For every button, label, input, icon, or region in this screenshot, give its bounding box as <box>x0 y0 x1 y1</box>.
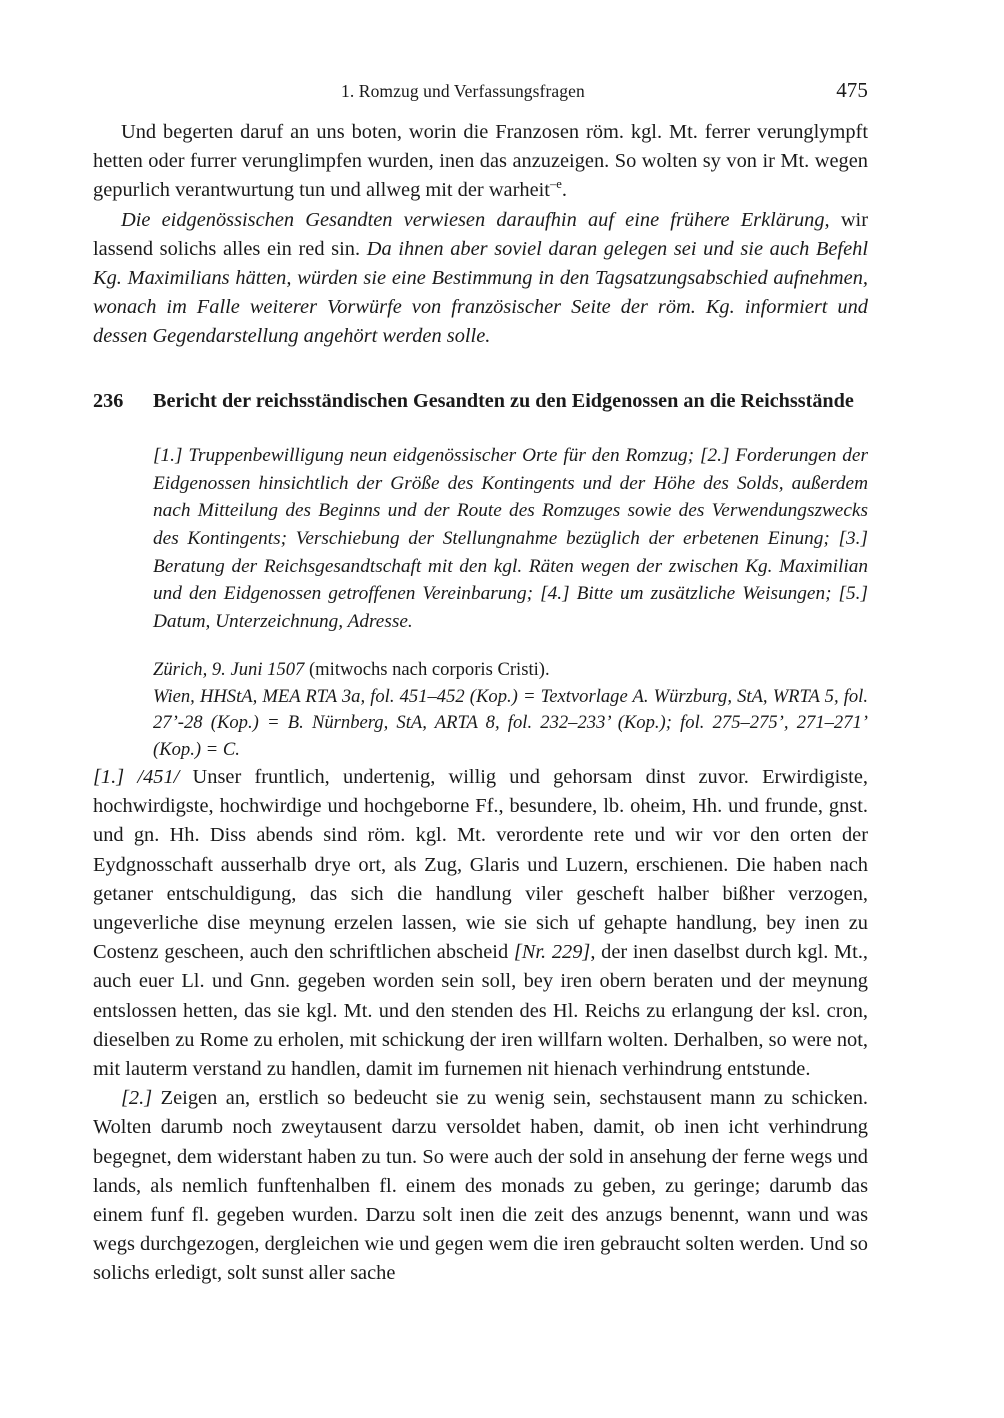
section-1-text-b: , der inen daselbst durch kgl. Mt., auch euer Ll. und Gnn. gegeben worden sein soll, bey iren obern beraten und der meynung entslossen hetten, das sie kgl. Mt. und den stenden des Hl. Reichs zu erlangung der ksl. cron, dieselben zu Rome zu erholen, mit schickung der iren willfarn wolten. Derhalben, so were not, mit lauterm verstand zu handlen, damit im furnemen nit hienach verhindrung entstunde. <box>93 941 869 1080</box>
running-header-title: 1. Romzug und Verfassungsfragen <box>341 81 585 101</box>
apparatus-sources: Wien, HHStA, MEA RTA 3a, fol. 451–452 (Kop.) = Textvorlage A. Würzburg, StA, WRTA 5, fol. 27’-28 (Kop.) = B. Nürnberg, StA, ARTA 8, fol. 232–233’ (Kop.); fol. 275–275’, 271–271’ (Kop.) = C. <box>153 685 868 760</box>
paragraph-text: Und begerten daruf an uns boten, worin die Franzosen röm. kgl. Mt. ferrer verunglympft hetten oder furrer verunglimpfen wurden, inen das anzuzeigen. So wolten sy von ir Mt. wegen gepurlich verantwurtung tun und allweg mit der warheit <box>93 121 868 202</box>
source-quote-roman: wir lassend solichs alles ein red sin. <box>93 208 869 260</box>
running-header <box>93 78 868 103</box>
narrative-italic-second: Da ihnen aber soviel daran gelegen sei und sie auch Befehl Kg. Maximilians hätten, würden sie eine Bestimmung in den Tagsatzungsabschied aufnehmen, wonach im Falle weiterer Vorwürfe von französischer Seite der röm. Kg. informiert und dessen Gegendarstellung angehört werden solle. <box>93 237 868 348</box>
cross-reference-nr-229: [Nr. 229] <box>513 941 591 964</box>
footnote-marker-e: –e <box>549 177 562 192</box>
narrative-italic-first: Die eidgenössischen Gesandten verwiesen daraufhin auf eine frühere Erklärung, <box>121 208 830 231</box>
page-number: 475 <box>836 78 868 102</box>
paragraph-terminator: . <box>561 179 567 202</box>
apparatus-date-line <box>153 657 868 683</box>
document-number: 236 <box>93 389 124 412</box>
paragraph-section-1 <box>93 763 868 1084</box>
section-marker-1: [1.] <box>93 765 125 788</box>
apparatus-date-place: Zürich, 9. Juni 1507 <box>153 659 305 681</box>
paragraph-section-2 <box>93 1084 868 1288</box>
section-1-text-a: Unser fruntlich, undertenig, willig und gehorsam dinst zuvor. Erwirdigiste, hochwirdigste, hochwirdige und hochgeborne Ff., besundere, lb. oheim, Hh. und frunde, gnst. und gn. Hh. Diss abends sind röm. kgl. Mt. verordente rete und wir vor den orten der Eydgnosschaft ausserhalb drye ort, als Zug, Glaris und Luzern, erschienen. Die haben nach getaner entschuldigung, das sich die handlung viler gescheft halber bißher verzogen, ungeverliche dise meynung erzelen lassen, wie sie sich uf gehapte handlung, bey inen zu Costenz gescheen, auch den schriftlichen abscheid <box>93 765 868 964</box>
paragraph-regest-narrative <box>93 206 868 352</box>
document-title: Bericht der reichsständischen Gesandten zu den Eidgenossen an die Reichsstände <box>153 389 854 412</box>
document-apparatus <box>153 657 868 763</box>
folio-marker-text: /451/ <box>137 765 180 788</box>
document-heading <box>93 387 868 417</box>
folio-marker-451 <box>124 766 179 788</box>
section-marker-2: [2.] <box>121 1087 153 1110</box>
paragraph-continuation <box>93 118 868 206</box>
document-regest: [1.] Truppenbewilligung neun eidgenössischer Orte für den Romzug; [2.] Forderungen der Eidgenossen hinsichtlich der Größe des Kontingents und der Höhe des Solds, außerdem nach Mitteilung des Beginns und der Route des Romzuges sowie des Verwendungszwecks des Kontingents; Verschiebung der Stellungnahme bezüglich der erbetenen Einung; [3.] Beratung der Reichsgesandtschaft mit den kgl. Räten wegen der zwischen Kg. Maximilian und den Eidgenossen getroffenen Vereinbarung; [4.] Bitte um zusätzliche Weisungen; [5.] Datum, Unterzeichnung, Adresse. <box>153 445 868 632</box>
text-column <box>93 118 868 1289</box>
apparatus-date-note: (mitwochs nach corporis Cristi). <box>304 659 550 681</box>
section-2-text: Zeigen an, erstlich so bedeucht sie zu wenig sein, sechstausent mann zu schicken. Wolten darumb noch zweytausent darzu versoldet haben, damit, ob inen icht verhindrung begegnet, dem widerstant haben zu tun. So were auch der sold in ansehung der ferne wegs und lands, als nemlich funftenhalben fl. einem des monads zu geben, zu geringe; darumb das einem funf fl. gegeben wurden. Darzu solt inen die zeit des anzugs benennt, wann und was wegs durchgezogen, dergleichen wie und gegen wem die iren gebraucht solten werden. Und so solichs erledigt, solt sunst aller sache <box>93 1087 868 1285</box>
